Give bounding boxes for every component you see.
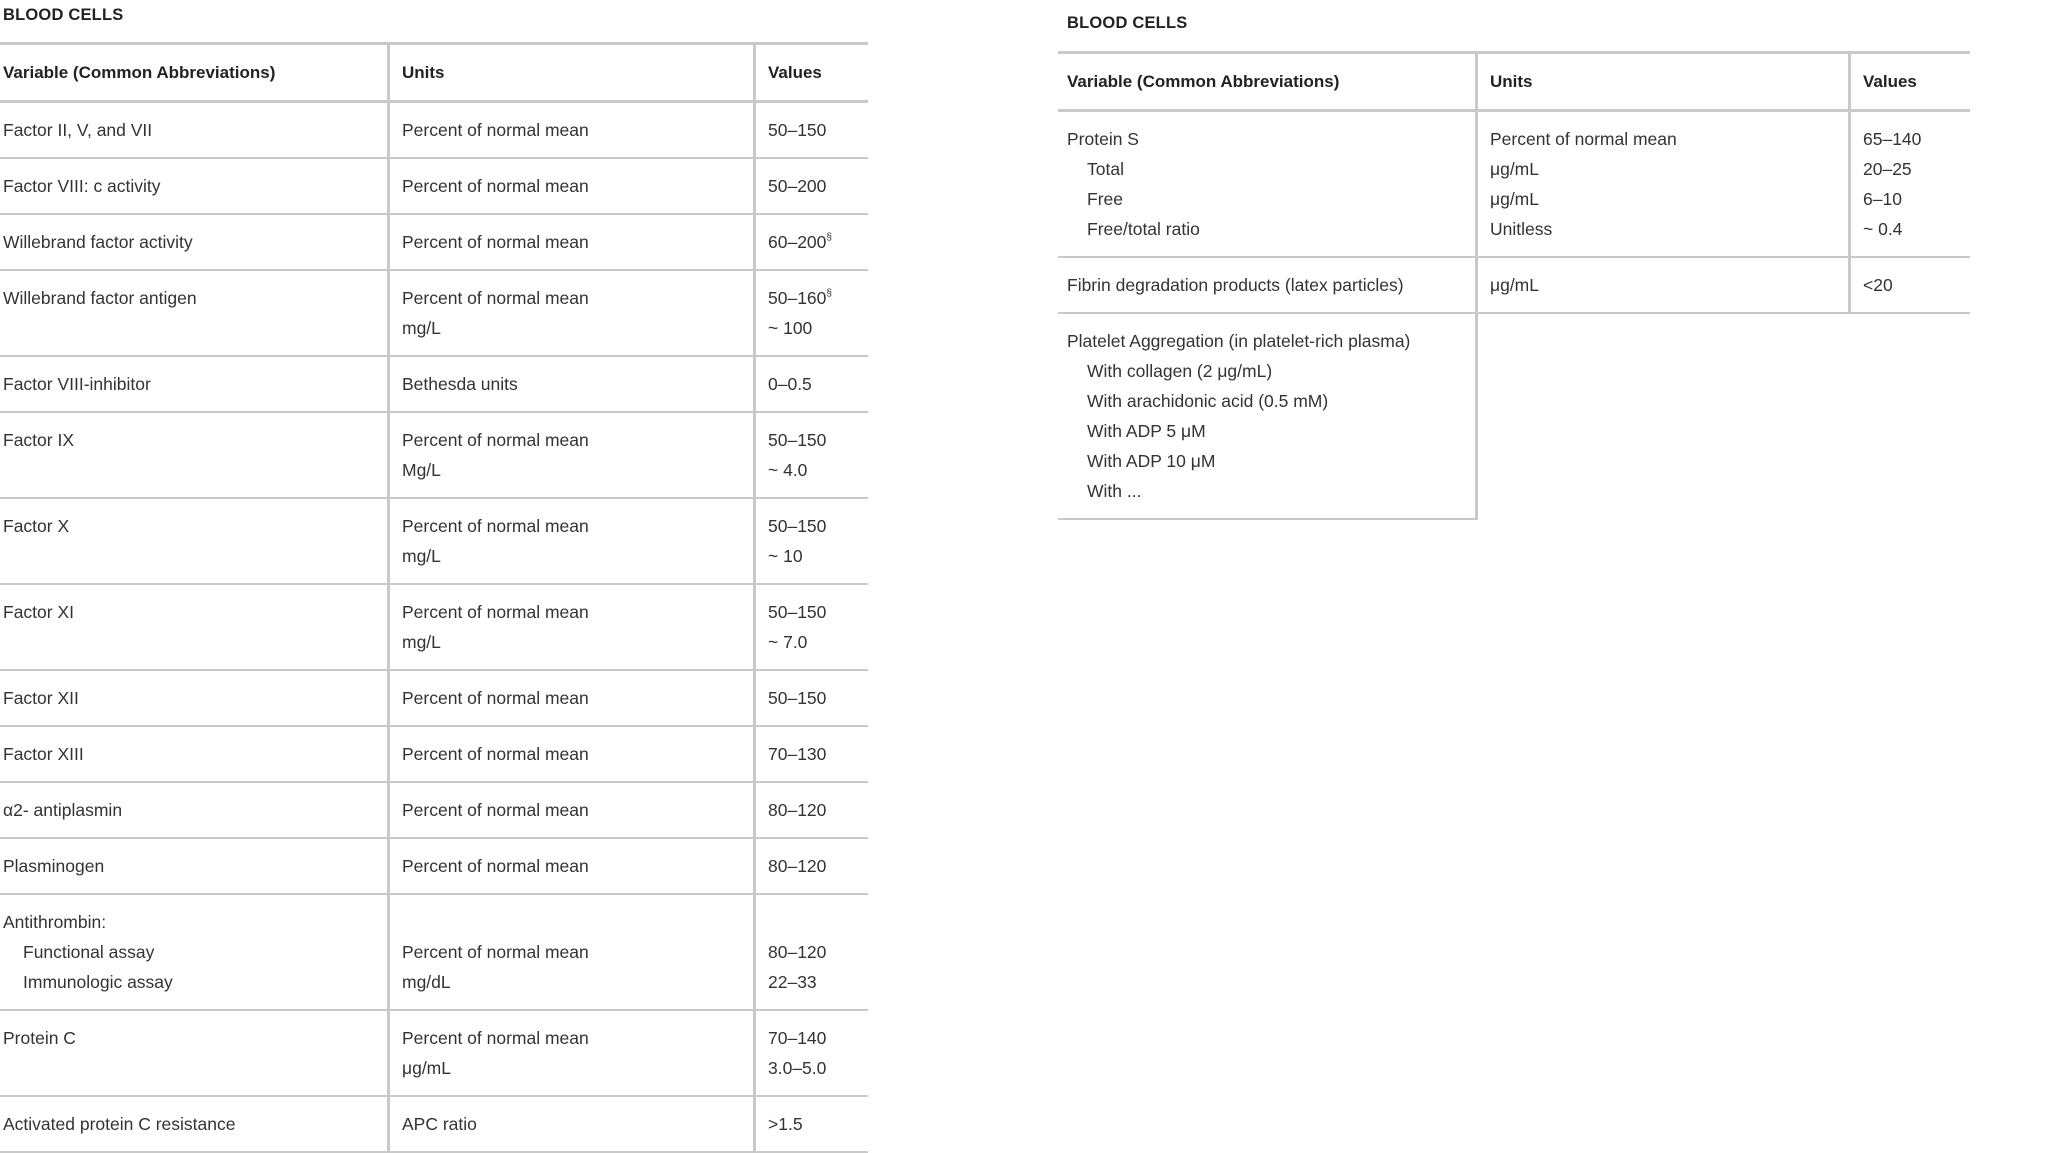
values-cell: [755, 356, 869, 412]
variable-text: Activated protein C resistance: [3, 1114, 236, 1134]
table-row: [0, 1096, 868, 1152]
values-line: [768, 907, 856, 937]
units-text: Percent of normal mean: [402, 120, 589, 140]
units-line: [402, 1023, 741, 1053]
values-text: ~ 4.0: [768, 460, 808, 480]
variable-text: Factor X: [3, 516, 70, 536]
units-cell: [389, 270, 755, 356]
values-text: 80–120: [768, 800, 827, 820]
variable-line: [1067, 154, 1463, 184]
values-line: [768, 1023, 856, 1053]
values-line: [1863, 124, 1958, 154]
units-line: [402, 597, 741, 627]
table-row: [0, 412, 868, 498]
values-line: [768, 425, 856, 455]
variable-line: [3, 967, 375, 997]
variable-text: Factor XI: [3, 602, 74, 622]
variable-line: [3, 851, 375, 881]
units-text: Percent of normal mean: [1490, 129, 1677, 149]
values-line: [768, 597, 856, 627]
footnote-mark: §: [826, 288, 832, 299]
section-title: BLOOD CELLS: [1067, 14, 1188, 32]
variable-line: [1067, 386, 1463, 416]
values-line: [768, 1053, 856, 1083]
table-row: [0, 158, 868, 214]
table-row: [0, 214, 868, 270]
variable-text: Factor IX: [3, 430, 74, 450]
variable-line: [3, 115, 375, 145]
table-row: [1058, 257, 1970, 313]
variable-line: [3, 597, 375, 627]
values-cell: [755, 158, 869, 214]
variable-cell: [0, 1096, 389, 1152]
values-line: [768, 795, 856, 825]
values-text: 65–140: [1863, 129, 1922, 149]
table-row: [1058, 111, 1970, 258]
units-line: [402, 683, 741, 713]
values-cell: [755, 214, 869, 270]
units-line: [402, 627, 741, 657]
values-line: [1863, 154, 1958, 184]
table-row: [0, 726, 868, 782]
variable-text: Functional assay: [23, 942, 155, 962]
variable-line: [3, 511, 375, 541]
units-cell: [389, 102, 755, 159]
units-cell: [389, 1010, 755, 1096]
variable-line: [1067, 326, 1463, 356]
units-text: μg/mL: [402, 1058, 451, 1078]
variable-text: With arachidonic acid (0.5 mM): [1087, 391, 1329, 411]
variable-line: [1067, 446, 1463, 476]
values-text: 50–150: [768, 602, 827, 622]
values-line: [768, 313, 856, 343]
units-text: Percent of normal mean: [402, 800, 589, 820]
values-cell: [1850, 313, 1971, 519]
units-text: Percent of normal mean: [402, 430, 589, 450]
units-text: Percent of normal mean: [402, 288, 589, 308]
units-line: [402, 313, 741, 343]
values-line: [768, 115, 856, 145]
header-values: Values: [1850, 53, 1971, 111]
units-line: [402, 967, 741, 997]
units-line: [402, 283, 741, 313]
values-line: [1863, 270, 1958, 300]
units-line: [402, 425, 741, 455]
values-text: 70–130: [768, 744, 827, 764]
units-line: [402, 369, 741, 399]
values-text: 6–10: [1863, 189, 1902, 209]
units-line: [402, 1053, 741, 1083]
variable-cell: [0, 214, 389, 270]
variable-cell: [0, 838, 389, 894]
variable-text: Antithrombin:: [3, 912, 107, 932]
variable-text: Factor II, V, and VII: [3, 120, 153, 140]
variable-cell: [0, 782, 389, 838]
units-text: mg/L: [402, 318, 441, 338]
values-line: [768, 937, 856, 967]
variable-line: [1067, 124, 1463, 154]
variable-text: Factor XII: [3, 688, 79, 708]
header-row: [1058, 53, 1970, 111]
variable-cell: [1058, 111, 1477, 258]
values-line: [768, 541, 856, 571]
variable-cell: [0, 498, 389, 584]
units-line: [1490, 184, 1836, 214]
values-text: 50–150: [768, 430, 827, 450]
values-cell: [755, 670, 869, 726]
units-cell: [389, 894, 755, 1010]
variable-cell: [0, 1010, 389, 1096]
values-line: [768, 511, 856, 541]
units-line: [402, 795, 741, 825]
units-line: [402, 541, 741, 571]
values-line: [768, 851, 856, 881]
values-cell: [755, 584, 869, 670]
table-body: [0, 102, 868, 1153]
values-cell: [1850, 111, 1971, 258]
table-row: [0, 838, 868, 894]
units-text: μg/mL: [1490, 189, 1539, 209]
units-cell: [389, 782, 755, 838]
table-row: [0, 584, 868, 670]
section-title: BLOOD CELLS: [3, 6, 124, 24]
units-cell: [389, 838, 755, 894]
values-cell: [1850, 257, 1971, 313]
units-cell: [1477, 257, 1850, 313]
variable-text: Factor VIII-inhibitor: [3, 374, 151, 394]
units-cell: [389, 158, 755, 214]
values-cell: [755, 1010, 869, 1096]
units-line: [1490, 270, 1836, 300]
values-text: 20–25: [1863, 159, 1912, 179]
values-line: [768, 627, 856, 657]
units-text: Bethesda units: [402, 374, 518, 394]
variable-line: [3, 907, 375, 937]
header-variable: Variable (Common Abbreviations): [0, 44, 389, 102]
variable-text: Factor VIII: c activity: [3, 176, 161, 196]
table-row: [0, 894, 868, 1010]
variable-text: Fibrin degradation products (latex particles): [1067, 275, 1404, 295]
units-cell: [1477, 111, 1850, 258]
values-line: [768, 227, 856, 257]
table-row: [0, 498, 868, 584]
values-text: ~ 100: [768, 318, 813, 338]
units-text: mg/dL: [402, 972, 451, 992]
units-line: [402, 1109, 741, 1139]
variable-cell: [0, 158, 389, 214]
values-cell: [755, 838, 869, 894]
values-cell: [755, 498, 869, 584]
values-line: [768, 1109, 856, 1139]
values-text: 3.0–5.0: [768, 1058, 827, 1078]
values-cell: [755, 782, 869, 838]
values-cell: [755, 412, 869, 498]
variable-text: With ...: [1087, 481, 1142, 501]
variable-line: [3, 227, 375, 257]
variable-text: With collagen (2 μg/mL): [1087, 361, 1273, 381]
variable-line: [1067, 476, 1463, 506]
variable-cell: [0, 356, 389, 412]
table-row: [0, 356, 868, 412]
variable-text: Free/total ratio: [1087, 219, 1200, 239]
table-row: [0, 270, 868, 356]
variable-line: [3, 171, 375, 201]
variable-line: [3, 369, 375, 399]
values-line: [768, 369, 856, 399]
values-text: 50–150: [768, 688, 827, 708]
values-line: [768, 683, 856, 713]
variable-cell: [0, 102, 389, 159]
variable-line: [1067, 416, 1463, 446]
units-cell: [389, 498, 755, 584]
variable-text: With ADP 5 μM: [1087, 421, 1206, 441]
units-text: Mg/L: [402, 460, 441, 480]
blood-cells-table-right: [1058, 51, 1970, 520]
units-line: [1490, 124, 1836, 154]
units-line: [402, 227, 741, 257]
header-units: Units: [389, 44, 755, 102]
table-body: [1058, 111, 1970, 520]
values-text: >1.5: [768, 1114, 803, 1134]
variable-line: [1067, 270, 1463, 300]
variable-line: [3, 739, 375, 769]
variable-text: Free: [1087, 189, 1123, 209]
units-cell: [389, 1096, 755, 1152]
values-text: 22–33: [768, 972, 817, 992]
blood-cells-table-left: [0, 42, 868, 1153]
variable-text: Protein S: [1067, 129, 1139, 149]
header-values: Values: [755, 44, 869, 102]
variable-line: [1067, 214, 1463, 244]
values-text: 60–200: [768, 232, 827, 252]
variable-line: [3, 1109, 375, 1139]
values-text: 50–200: [768, 176, 827, 196]
units-text: APC ratio: [402, 1114, 477, 1134]
values-cell: [755, 270, 869, 356]
units-text: Unitless: [1490, 219, 1553, 239]
units-line: [402, 115, 741, 145]
units-line: [402, 455, 741, 485]
header-units: Units: [1477, 53, 1850, 111]
variable-line: [3, 937, 375, 967]
values-line: [1863, 184, 1958, 214]
variable-text: Immunologic assay: [23, 972, 173, 992]
variable-cell: [1058, 257, 1477, 313]
units-text: Percent of normal mean: [402, 1028, 589, 1048]
units-text: μg/mL: [1490, 159, 1539, 179]
variable-cell: [0, 894, 389, 1010]
values-cell: [755, 102, 869, 159]
variable-line: [1067, 184, 1463, 214]
values-line: [768, 967, 856, 997]
table-row: [0, 1010, 868, 1096]
header-row: [0, 44, 868, 102]
units-line: [402, 907, 741, 937]
units-cell: [389, 356, 755, 412]
variable-text: Plasminogen: [3, 856, 105, 876]
variable-cell: [1058, 313, 1477, 519]
units-text: mg/L: [402, 546, 441, 566]
variable-line: [3, 425, 375, 455]
units-line: [402, 937, 741, 967]
values-line: [1863, 214, 1958, 244]
units-line: [402, 171, 741, 201]
values-cell: [755, 1096, 869, 1152]
values-line: [768, 171, 856, 201]
units-text: μg/mL: [1490, 275, 1539, 295]
values-cell: [755, 894, 869, 1010]
values-text: 50–160: [768, 288, 827, 308]
variable-line: [3, 1023, 375, 1053]
variable-cell: [0, 270, 389, 356]
units-text: Percent of normal mean: [402, 688, 589, 708]
variable-cell: [0, 726, 389, 782]
values-line: [768, 455, 856, 485]
variable-text: Factor XIII: [3, 744, 84, 764]
values-line: [768, 739, 856, 769]
footnote-mark: §: [826, 232, 832, 243]
table-row: [0, 670, 868, 726]
units-cell: [1477, 313, 1850, 519]
units-line: [1490, 154, 1836, 184]
values-text: 50–150: [768, 516, 827, 536]
variable-cell: [0, 670, 389, 726]
variable-line: [3, 795, 375, 825]
units-cell: [389, 412, 755, 498]
variable-text: Platelet Aggregation (in platelet-rich plasma): [1067, 331, 1411, 351]
units-text: Percent of normal mean: [402, 602, 589, 622]
values-text: 0–0.5: [768, 374, 812, 394]
units-text: Percent of normal mean: [402, 232, 589, 252]
units-cell: [389, 726, 755, 782]
values-text: <20: [1863, 275, 1893, 295]
variable-text: Protein C: [3, 1028, 76, 1048]
values-text: 80–120: [768, 856, 827, 876]
variable-cell: [0, 584, 389, 670]
variable-text: Willebrand factor activity: [3, 232, 193, 252]
variable-text: With ADP 10 μM: [1087, 451, 1216, 471]
units-text: Percent of normal mean: [402, 516, 589, 536]
variable-text: α2- antiplasmin: [3, 800, 123, 820]
units-cell: [389, 214, 755, 270]
units-cell: [389, 670, 755, 726]
values-cell: [755, 726, 869, 782]
units-text: mg/L: [402, 632, 441, 652]
units-text: Percent of normal mean: [402, 176, 589, 196]
units-cell: [389, 584, 755, 670]
units-text: Percent of normal mean: [402, 942, 589, 962]
units-text: Percent of normal mean: [402, 856, 589, 876]
header-variable: Variable (Common Abbreviations): [1058, 53, 1477, 111]
variable-line: [3, 283, 375, 313]
values-text: 70–140: [768, 1028, 827, 1048]
values-text: ~ 0.4: [1863, 219, 1903, 239]
values-text: 80–120: [768, 942, 827, 962]
table-row: [1058, 313, 1970, 519]
values-text: 50–150: [768, 120, 827, 140]
units-line: [402, 511, 741, 541]
units-line: [402, 851, 741, 881]
values-line: [768, 283, 856, 313]
values-text: ~ 7.0: [768, 632, 808, 652]
table-row: [0, 102, 868, 159]
units-line: [402, 739, 741, 769]
values-text: ~ 10: [768, 546, 803, 566]
variable-line: [1067, 356, 1463, 386]
table-row: [0, 782, 868, 838]
units-line: [1490, 214, 1836, 244]
variable-text: Total: [1087, 159, 1124, 179]
variable-line: [3, 683, 375, 713]
variable-text: Willebrand factor antigen: [3, 288, 197, 308]
variable-cell: [0, 412, 389, 498]
units-text: Percent of normal mean: [402, 744, 589, 764]
